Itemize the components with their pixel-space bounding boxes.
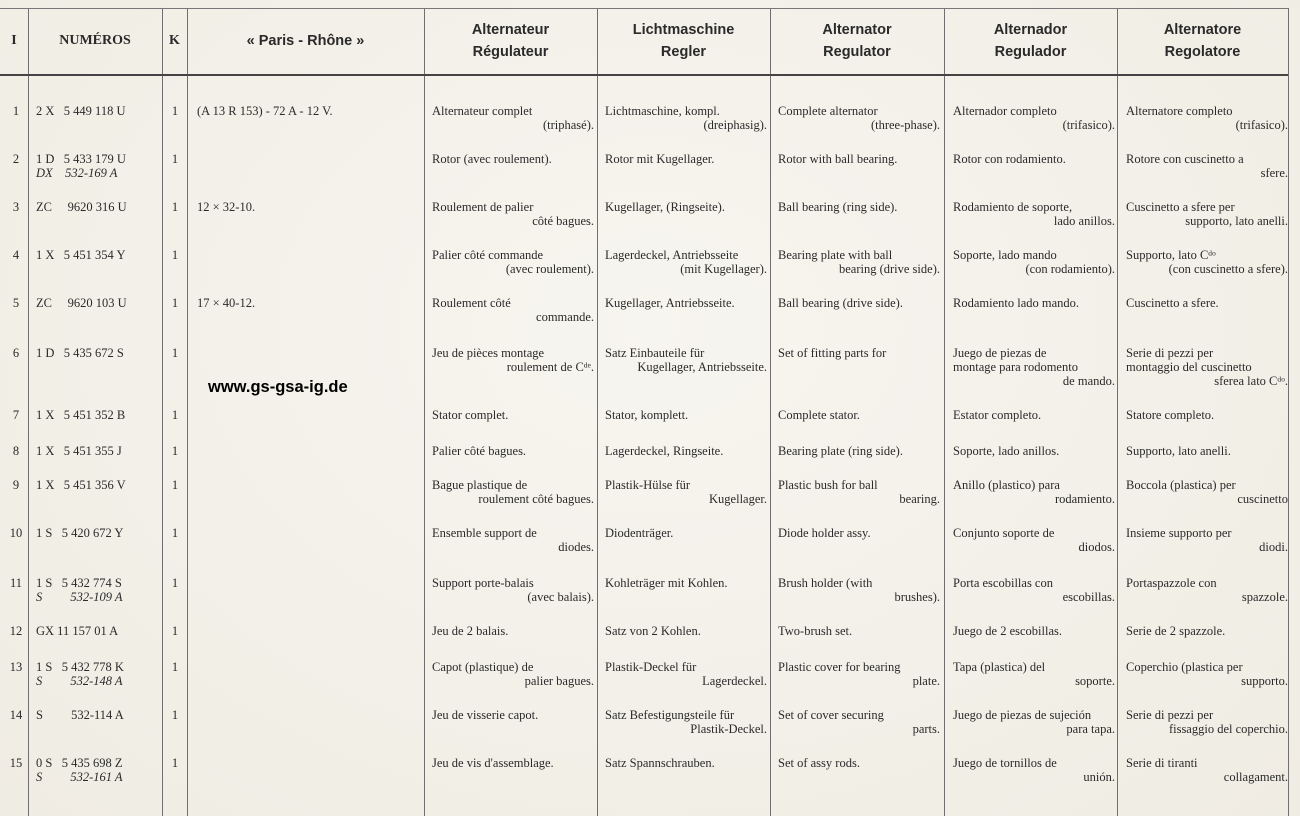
part-number-primary: 2 X 5 449 118 U: [36, 104, 126, 118]
description-line: Satz von 2 Kohlen.: [605, 624, 701, 638]
description-italian: [1126, 408, 1288, 422]
paris-rhone-ref: (A 13 R 153) - 72 A - 12 V.: [197, 104, 333, 118]
header-index: [0, 10, 28, 72]
description-english: [778, 708, 940, 736]
description-line: Rotor con rodamiento.: [953, 152, 1066, 166]
header-german-line2: Regler: [660, 44, 707, 60]
description-line: Alternateur complet: [432, 104, 533, 118]
description-french: [432, 756, 594, 770]
description-spanish: [953, 708, 1115, 736]
description-line: Soporte, lado anillos.: [953, 444, 1060, 458]
description-line: roulement de Cᵈᵉ.: [506, 360, 594, 374]
description-line: bearing.: [899, 492, 940, 506]
header-numbers-text: NUMÉROS: [59, 33, 131, 48]
description-line: Portaspazzole con: [1126, 576, 1217, 590]
quantity-k: 1: [171, 624, 179, 638]
description-english: [778, 200, 940, 214]
description-english: [778, 576, 940, 604]
description-line: spazzole.: [1241, 590, 1288, 604]
row-number: 3: [12, 200, 20, 214]
description-line: (avec balais).: [527, 590, 594, 604]
description-line: Ball bearing (ring side).: [778, 200, 898, 214]
description-line: Kugellager.: [709, 492, 767, 506]
column-divider: [770, 8, 771, 816]
part-number-primary: GX 11 157 01 A: [36, 624, 119, 638]
quantity-k: 1: [171, 660, 179, 674]
header-spanish: [944, 10, 1117, 72]
row-number: 7: [12, 408, 20, 422]
row-number: 10: [9, 526, 23, 540]
description-line: Diodenträger.: [605, 526, 674, 540]
description-line: Complete alternator: [778, 104, 878, 118]
description-german: [605, 104, 767, 132]
part-number-secondary: DX 532-169 A: [36, 166, 118, 180]
quantity-k: 1: [171, 104, 179, 118]
description-line: Palier côté commande: [432, 248, 544, 262]
description-spanish: [953, 444, 1115, 458]
description-german: [605, 408, 767, 422]
description-line: Set of cover securing: [778, 708, 884, 722]
description-line: Set of fitting parts for: [778, 346, 887, 360]
description-line: Jeu de 2 balais.: [432, 624, 509, 638]
description-french: [432, 248, 594, 276]
description-line: Conjunto soporte de: [953, 526, 1055, 540]
column-divider: [424, 8, 425, 816]
row-number: 15: [9, 756, 23, 770]
part-number-primary: 0 S 5 435 698 Z: [36, 756, 123, 770]
description-spanish: [953, 660, 1115, 688]
description-line: Rodamiento de soporte,: [953, 200, 1073, 214]
description-line: (trifasico).: [1235, 118, 1288, 132]
description-line: plate.: [912, 674, 940, 688]
description-german: [605, 346, 767, 374]
header-k: [162, 10, 187, 72]
quantity-k: 1: [171, 248, 179, 262]
quantity-k: 1: [171, 152, 179, 166]
description-german: [605, 152, 767, 166]
description-italian: [1126, 708, 1288, 736]
part-number-primary: 1 X 5 451 356 V: [36, 478, 126, 492]
quantity-k: 1: [171, 756, 179, 770]
description-line: Serie di pezzi per: [1126, 708, 1214, 722]
description-line: Two-brush set.: [778, 624, 853, 638]
description-line: Porta escobillas con: [953, 576, 1053, 590]
row-number: 2: [12, 152, 20, 166]
description-french: [432, 104, 594, 132]
part-numbers: [36, 200, 162, 214]
quantity-k: 1: [171, 576, 179, 590]
description-spanish: [953, 756, 1115, 784]
website-watermark: www.gs-gsa-ig.de: [208, 378, 348, 396]
description-line: Roulement côté: [432, 296, 511, 310]
column-divider: [1117, 8, 1118, 816]
description-line: Rotor mit Kugellager.: [605, 152, 715, 166]
description-spanish: [953, 526, 1115, 554]
part-number-primary: 1 X 5 451 352 B: [36, 408, 126, 422]
part-number-primary: 1 S 5 420 672 Y: [36, 526, 124, 540]
description-line: Jeu de vis d'assemblage.: [432, 756, 554, 770]
description-line: Rotor with ball bearing.: [778, 152, 898, 166]
description-line: supporto.: [1241, 674, 1288, 688]
description-line: (triphasé).: [542, 118, 594, 132]
description-line: Coperchio (plastica per: [1126, 660, 1243, 674]
description-spanish: [953, 104, 1115, 132]
header-index-text: I: [11, 33, 17, 48]
description-spanish: [953, 408, 1115, 422]
description-line: soporte.: [1075, 674, 1115, 688]
part-numbers: [36, 526, 162, 540]
description-italian: [1126, 104, 1288, 132]
description-spanish: [953, 152, 1115, 166]
description-line: parts.: [912, 722, 940, 736]
description-line: montaggio del cuscinetto: [1126, 360, 1252, 374]
description-line: Alternador completo: [953, 104, 1057, 118]
description-line: Satz Spannschrauben.: [605, 756, 715, 770]
description-line: Kugellager, Antriebsseite.: [637, 360, 767, 374]
description-french: [432, 708, 594, 722]
description-line: Bague plastique de: [432, 478, 528, 492]
description-line: supporto, lato anelli.: [1185, 214, 1288, 228]
header-spanish-line2: Regulador: [994, 44, 1067, 60]
header-english-line1: Alternator: [822, 22, 892, 38]
part-numbers: [36, 708, 162, 722]
part-numbers: [36, 248, 162, 262]
description-english: [778, 104, 940, 132]
description-spanish: [953, 200, 1115, 228]
quantity-k: 1: [171, 408, 179, 422]
part-numbers: [36, 624, 162, 638]
part-number-primary: S 532-114 A: [36, 708, 124, 722]
description-line: cuscinetto: [1237, 492, 1288, 506]
description-line: commande.: [536, 310, 594, 324]
part-numbers: [36, 660, 162, 688]
description-line: Statore completo.: [1126, 408, 1215, 422]
description-line: Satz Befestigungsteile für: [605, 708, 735, 722]
description-spanish: [953, 624, 1115, 638]
description-french: [432, 660, 594, 688]
description-line: Rodamiento lado mando.: [953, 296, 1080, 310]
description-line: Plastik-Deckel.: [690, 722, 767, 736]
column-divider: [28, 8, 29, 816]
description-line: Roulement de palier: [432, 200, 534, 214]
part-number-primary: 1 D 5 435 672 S: [36, 346, 124, 360]
description-line: Juego de 2 escobillas.: [953, 624, 1063, 638]
description-line: Serie di tiranti: [1126, 756, 1198, 770]
description-line: Juego de piezas de: [953, 346, 1047, 360]
description-line: Satz Einbauteile für: [605, 346, 705, 360]
description-line: rodamiento.: [1054, 492, 1115, 506]
quantity-k: 1: [171, 444, 179, 458]
description-german: [605, 526, 767, 540]
description-line: para tapa.: [1066, 722, 1115, 736]
description-english: [778, 296, 940, 310]
description-english: [778, 756, 940, 770]
description-english: [778, 624, 940, 638]
column-divider: [944, 8, 945, 816]
header-german: [597, 10, 770, 72]
paris-rhone-ref: 17 × 40-12.: [197, 296, 256, 310]
description-line: roulement côté bagues.: [478, 492, 594, 506]
header-english: [770, 10, 944, 72]
row-number: 1: [12, 104, 20, 118]
description-german: [605, 624, 767, 638]
description-line: Juego de piezas de sujeción: [953, 708, 1092, 722]
description-line: collagament.: [1223, 770, 1288, 784]
description-line: Boccola (plastica) per: [1126, 478, 1236, 492]
description-line: Capot (plastique) de: [432, 660, 534, 674]
row-number: 11: [9, 576, 23, 590]
description-line: escobillas.: [1062, 590, 1115, 604]
description-line: unión.: [1083, 770, 1115, 784]
description-spanish: [953, 248, 1115, 276]
description-line: diodi.: [1259, 540, 1288, 554]
description-line: Soporte, lado mando: [953, 248, 1057, 262]
description-french: [432, 444, 594, 458]
part-numbers: [36, 152, 162, 180]
header-paris-rhone: [187, 10, 424, 72]
description-french: [432, 408, 594, 422]
part-numbers: [36, 756, 162, 784]
description-italian: [1126, 200, 1288, 228]
description-italian: [1126, 576, 1288, 604]
description-french: [432, 526, 594, 554]
quantity-k: 1: [171, 200, 179, 214]
header-k-text: K: [169, 33, 180, 48]
part-numbers: [36, 104, 162, 118]
header-bottom-rule: [0, 74, 1288, 76]
description-german: [605, 444, 767, 458]
quantity-k: 1: [171, 296, 179, 310]
description-spanish: [953, 576, 1115, 604]
quantity-k: 1: [171, 708, 179, 722]
description-italian: [1126, 346, 1288, 388]
quantity-k: 1: [171, 526, 179, 540]
part-numbers: [36, 408, 162, 422]
part-number-primary: ZC 9620 316 U: [36, 200, 127, 214]
description-line: palier bagues.: [524, 674, 594, 688]
description-italian: [1126, 248, 1288, 276]
description-line: Diode holder assy.: [778, 526, 871, 540]
description-line: Plastik-Deckel für: [605, 660, 697, 674]
description-line: sfere.: [1260, 166, 1288, 180]
description-line: (con cuscinetto a sfere).: [1168, 262, 1288, 276]
description-line: Lagerdeckel, Ringseite.: [605, 444, 724, 458]
description-line: Tapa (plastica) del: [953, 660, 1046, 674]
description-italian: [1126, 660, 1288, 688]
description-line: sferea lato Cᵈᵒ.: [1214, 374, 1288, 388]
description-italian: [1126, 296, 1288, 310]
description-line: Lichtmaschine, kompl.: [605, 104, 720, 118]
description-italian: [1126, 478, 1288, 506]
description-english: [778, 526, 940, 540]
row-number: 4: [12, 248, 20, 262]
description-german: [605, 756, 767, 770]
header-italian: [1117, 10, 1288, 72]
description-italian: [1126, 444, 1288, 458]
description-line: Lagerdeckel, Antriebsseite: [605, 248, 739, 262]
header-italian-line1: Alternatore: [1163, 22, 1242, 38]
description-line: Set of assy rods.: [778, 756, 860, 770]
description-line: Jeu de visserie capot.: [432, 708, 539, 722]
description-line: Stator, komplett.: [605, 408, 689, 422]
description-line: Brush holder (with: [778, 576, 873, 590]
row-number: 5: [12, 296, 20, 310]
row-number: 9: [12, 478, 20, 492]
description-line: (three-phase).: [870, 118, 940, 132]
part-number-primary: 1 S 5 432 778 K: [36, 660, 124, 674]
description-line: brushes).: [894, 590, 940, 604]
header-numbers: [28, 10, 162, 72]
description-english: [778, 660, 940, 688]
description-french: [432, 152, 594, 166]
part-number-secondary: S 532-161 A: [36, 770, 123, 784]
description-german: [605, 660, 767, 688]
header-paris-rhone-text: « Paris - Rhône »: [246, 33, 365, 49]
row-number: 14: [9, 708, 23, 722]
description-german: [605, 248, 767, 276]
part-numbers: [36, 346, 162, 360]
row-number: 6: [12, 346, 20, 360]
description-line: (mit Kugellager).: [680, 262, 767, 276]
description-line: Support porte-balais: [432, 576, 534, 590]
description-line: Anillo (plastico) para: [953, 478, 1060, 492]
description-line: Stator complet.: [432, 408, 509, 422]
description-line: Jeu de pièces montage: [432, 346, 545, 360]
description-line: fissaggio del coperchio.: [1168, 722, 1288, 736]
description-line: Plastic cover for bearing: [778, 660, 901, 674]
description-line: Cuscinetto a sfere per: [1126, 200, 1235, 214]
description-french: [432, 346, 594, 374]
part-numbers: [36, 296, 162, 310]
description-italian: [1126, 624, 1288, 638]
header-top-rule: [0, 8, 1288, 9]
description-line: Kugellager, (Ringseite).: [605, 200, 725, 214]
description-german: [605, 708, 767, 736]
description-line: Ensemble support de: [432, 526, 537, 540]
description-line: Palier côté bagues.: [432, 444, 527, 458]
description-line: Supporto, lato Cᵈᵒ: [1126, 248, 1216, 262]
description-line: Bearing plate (ring side).: [778, 444, 903, 458]
part-number-primary: 1 X 5 451 355 J: [36, 444, 122, 458]
description-line: bearing (drive side).: [838, 262, 940, 276]
header-spanish-line1: Alternador: [993, 22, 1068, 38]
header-english-line2: Regulator: [823, 44, 891, 60]
description-line: Estator completo.: [953, 408, 1042, 422]
description-french: [432, 200, 594, 228]
description-line: diodos.: [1078, 540, 1115, 554]
description-italian: [1126, 526, 1288, 554]
part-number-primary: 1 D 5 433 179 U: [36, 152, 126, 166]
description-italian: [1126, 756, 1288, 784]
description-english: [778, 478, 940, 506]
description-french: [432, 478, 594, 506]
description-line: (dreiphasig).: [703, 118, 767, 132]
description-german: [605, 296, 767, 310]
quantity-k: 1: [171, 346, 179, 360]
description-line: de mando.: [1062, 374, 1115, 388]
description-spanish: [953, 296, 1115, 310]
description-line: Complete stator.: [778, 408, 860, 422]
quantity-k: 1: [171, 478, 179, 492]
description-line: Serie di pezzi per: [1126, 346, 1214, 360]
part-numbers: [36, 478, 162, 492]
header-french-line2: Régulateur: [472, 44, 549, 60]
description-english: [778, 152, 940, 166]
description-line: Rotor (avec roulement).: [432, 152, 552, 166]
part-number-primary: ZC 9620 103 U: [36, 296, 127, 310]
part-number-primary: 1 X 5 451 354 Y: [36, 248, 126, 262]
description-french: [432, 296, 594, 324]
description-german: [605, 200, 767, 214]
description-line: Alternatore completo: [1126, 104, 1233, 118]
header-italian-line2: Regolatore: [1164, 44, 1241, 60]
description-spanish: [953, 346, 1115, 388]
description-french: [432, 624, 594, 638]
description-french: [432, 576, 594, 604]
description-line: Ball bearing (drive side).: [778, 296, 903, 310]
header-german-line1: Lichtmaschine: [632, 22, 735, 38]
description-english: [778, 444, 940, 458]
description-line: montage para rodomento: [953, 360, 1078, 374]
paris-rhone-ref: 12 × 32-10.: [197, 200, 256, 214]
part-number-secondary: S 532-109 A: [36, 590, 123, 604]
description-line: Insieme supporto per: [1126, 526, 1232, 540]
column-divider: [162, 8, 163, 816]
description-line: (trifasico).: [1062, 118, 1115, 132]
row-number: 12: [9, 624, 23, 638]
description-german: [605, 478, 767, 506]
header-french-line1: Alternateur: [471, 22, 550, 38]
description-line: lado anillos.: [1053, 214, 1115, 228]
description-line: Juego de tornillos de: [953, 756, 1057, 770]
description-english: [778, 408, 940, 422]
description-line: Kugellager, Antriebsseite.: [605, 296, 735, 310]
description-line: Kohleträger mit Kohlen.: [605, 576, 728, 590]
description-english: [778, 248, 940, 276]
description-spanish: [953, 478, 1115, 506]
part-numbers: [36, 444, 162, 458]
description-line: Cuscinetto a sfere.: [1126, 296, 1219, 310]
description-line: Serie de 2 spazzole.: [1126, 624, 1226, 638]
row-number: 8: [12, 444, 20, 458]
column-divider: [187, 8, 188, 816]
description-line: Bearing plate with ball: [778, 248, 893, 262]
header-french: [424, 10, 597, 72]
description-english: [778, 346, 940, 360]
description-line: côté bagues.: [532, 214, 594, 228]
part-numbers: [36, 576, 162, 604]
part-number-primary: 1 S 5 432 774 S: [36, 576, 122, 590]
description-line: (avec roulement).: [505, 262, 594, 276]
description-line: (con rodamiento).: [1025, 262, 1115, 276]
part-number-secondary: S 532-148 A: [36, 674, 123, 688]
description-line: Supporto, lato anelli.: [1126, 444, 1231, 458]
description-line: Plastic bush for ball: [778, 478, 878, 492]
description-line: Lagerdeckel.: [702, 674, 767, 688]
column-divider: [597, 8, 598, 816]
description-line: Rotore con cuscinetto a: [1126, 152, 1244, 166]
description-line: diodes.: [558, 540, 594, 554]
row-number: 13: [9, 660, 23, 674]
description-italian: [1126, 152, 1288, 180]
description-line: Plastik-Hülse für: [605, 478, 691, 492]
description-german: [605, 576, 767, 590]
column-divider: [1288, 8, 1289, 816]
